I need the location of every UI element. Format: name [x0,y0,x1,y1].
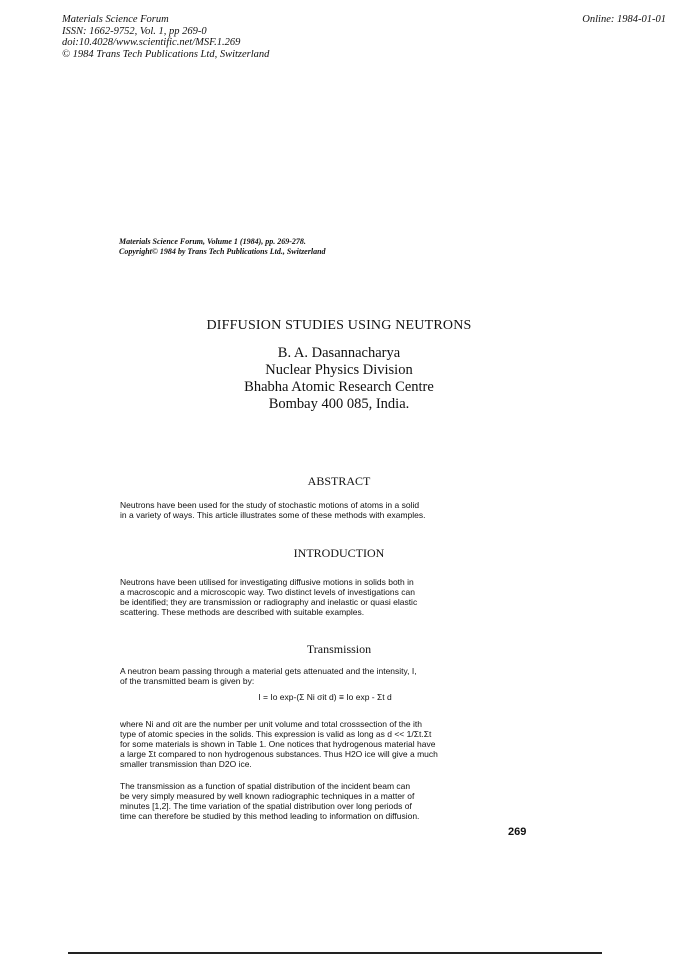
introduction-heading: INTRODUCTION [293,546,385,560]
citation-block [119,237,326,257]
header-line: ISSN: 1662-9752, Vol. 1, pp 269-0 [62,25,207,37]
bottom-rule [68,952,602,954]
transmission-intro [120,666,530,686]
intro-line: Neutrons have been utilised for investigating diffusive motions in solids both in [120,577,414,587]
para2-line: minutes [1,2]. The time variation of the spatial distribution over long periods of [120,801,412,811]
transmission-line: of the transmitted beam is given by: [120,676,255,686]
author-name: B. A. Dasannacharya [277,345,401,361]
transmission-paragraph-2 [120,781,530,821]
transmission-where [120,719,530,769]
attenuation-equation: I = Io exp-(Σ Ni σit d) ≡ Io exp - Σt d [258,692,392,702]
paper-title: DIFFUSION STUDIES USING NEUTRONS [206,318,472,333]
abstract-line: Neutrons have been used for the study of stochastic motions of atoms in a solid [120,500,420,510]
para2-line: be very simply measured by well known radiographic techniques in a matter of [120,791,415,801]
intro-line: scattering. These methods are described with suitable examples. [120,607,365,617]
copyright-line: Copyright© 1984 by Trans Tech Publications Ltd., Switzerland [119,247,326,256]
para2-line: time can therefore be studied by this method leading to information on diffusion. [120,811,420,821]
where-line: type of atomic species in the solids. This expression is valid as long as d << 1/Σt.Σt [120,729,432,739]
para2-line: The transmission as a function of spatial distribution of the incident beam can [120,781,411,791]
intro-line: be identified; they are transmission or radiography and inelastic or quasi elastic [120,597,418,607]
abstract-heading: ABSTRACT [307,474,371,488]
abstract-line: in a variety of ways. This article illustrates some of these methods with examples. [120,510,426,520]
intro-line: a macroscopic and a microscopic way. Two distinct levels of investigations can [120,587,415,597]
author-block [0,345,678,413]
where-line: for some materials is shown in Table 1. One notices that hydrogenous material have [120,739,436,749]
abstract-text [120,500,530,520]
header-line: Materials Science Forum [62,14,169,25]
author-institute: Bhabha Atomic Research Centre [244,379,434,395]
page-number: 269 [508,826,527,838]
header-line: © 1984 Trans Tech Publications Ltd, Switzerland [62,48,270,60]
transmission-line: A neutron beam passing through a material gets attenuated and the intensity, I, [120,666,417,676]
author-division: Nuclear Physics Division [265,362,413,378]
introduction-text [120,577,530,617]
where-line: smaller transmission than D2O ice. [120,759,252,769]
author-address: Bombay 400 085, India. [268,396,410,412]
transmission-heading: Transmission [306,642,372,656]
where-line: a large Σt compared to non hydrogenous substances. Thus H2O ice will give a much [120,749,438,759]
journal-header [62,14,269,60]
where-line: where Ni and σit are the number per unit volume and total crosssection of the ith [120,719,422,729]
header-line: doi:10.4028/www.scientific.net/MSF.1.269 [62,37,241,48]
online-date: Online: 1984-01-01 [582,14,666,25]
citation-line: Materials Science Forum, Volume 1 (1984), pp. 269-278. [119,237,306,246]
